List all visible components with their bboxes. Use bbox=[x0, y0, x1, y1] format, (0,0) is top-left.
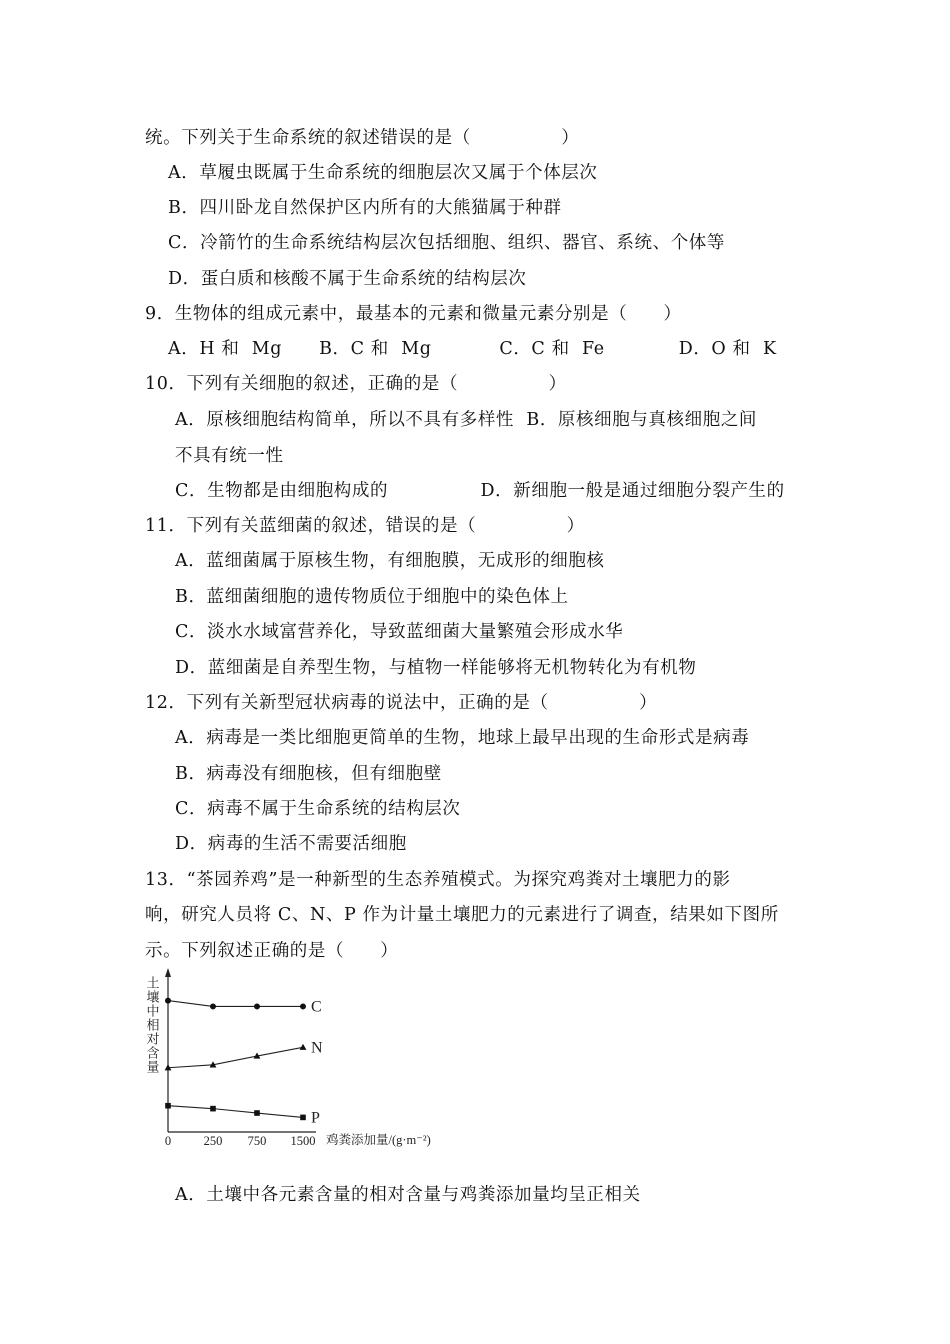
q12-option-b: B．病毒没有细胞核，但有细胞壁 bbox=[175, 764, 442, 784]
q12-option-c: C．病毒不属于生命系统的结构层次 bbox=[175, 799, 461, 819]
q13-option-a: A．土壤中各元素含量的相对含量与鸡粪添加量均呈正相关 bbox=[175, 1185, 641, 1205]
q8-option-b: B．四川卧龙自然保护区内所有的大熊猫属于种群 bbox=[168, 198, 562, 218]
data-point-p bbox=[165, 1103, 171, 1109]
x-tick-label: 0 bbox=[164, 1134, 172, 1148]
x-tick-label: 250 bbox=[203, 1134, 223, 1148]
q10-options-cd: C．生物都是由细胞构成的 D．新细胞一般是通过细胞分裂产生的 bbox=[175, 481, 785, 501]
x-axis-label: 鸡粪添加量/(g·m⁻²) bbox=[326, 1133, 431, 1147]
q13-stem-2: 响，研究人员将 C、N、P 作为计量土壤肥力的元素进行了调查，结果如下图所 bbox=[145, 905, 779, 925]
data-point-c bbox=[300, 1003, 306, 1009]
series-label-c: C bbox=[311, 998, 322, 1016]
q10-option-b-cont: 不具有统一性 bbox=[175, 446, 284, 466]
series-line-n bbox=[168, 1047, 303, 1067]
q13-stem-1: 13．“茶园养鸡”是一种新型的生态养殖模式。为探究鸡粪对土壤肥力的影 bbox=[145, 870, 731, 890]
data-point-c bbox=[165, 998, 171, 1004]
data-point-p bbox=[210, 1106, 216, 1112]
q11-option-c: C．淡水水域富营养化，导致蓝细菌大量繁殖会形成水华 bbox=[175, 622, 624, 642]
q10-stem: 10．下列有关细胞的叙述，正确的是（ ） bbox=[145, 374, 567, 394]
data-point-p bbox=[254, 1110, 260, 1116]
q8-option-c: C．冷箭竹的生命系统结构层次包括细胞、组织、器官、系统、个体等 bbox=[168, 233, 725, 253]
q11-option-a: A．蓝细菌属于原核生物，有细胞膜，无成形的细胞核 bbox=[175, 551, 605, 571]
q8-stem-tail: 统。下列关于生命系统的叙述错误的是（ ） bbox=[145, 128, 580, 148]
data-point-p bbox=[300, 1115, 306, 1121]
q11-stem: 11．下列有关蓝细菌的叙述，错误的是（ ） bbox=[145, 516, 585, 536]
x-tick-label: 750 bbox=[247, 1134, 267, 1148]
x-tick-label: 1500 bbox=[290, 1134, 316, 1148]
q8-option-d: D．蛋白质和核酸不属于生命系统的结构层次 bbox=[168, 269, 527, 289]
y-axis-arrow bbox=[165, 968, 171, 977]
q12-option-a: A．病毒是一类比细胞更简单的生物，地球上最早出现的生命形式是病毒 bbox=[175, 728, 750, 748]
q8-option-a: A．草履虫既属于生命系统的细胞层次又属于个体层次 bbox=[168, 163, 598, 183]
series-line-p bbox=[168, 1106, 303, 1118]
soil-element-chart bbox=[140, 968, 460, 1158]
q9-stem: 9．生物体的组成元素中，最基本的元素和微量元素分别是（ ） bbox=[145, 304, 682, 324]
q12-stem: 12．下列有关新型冠状病毒的说法中，正确的是（ ） bbox=[145, 693, 658, 713]
series-line-c bbox=[168, 1001, 303, 1007]
q12-option-d: D．病毒的生活不需要活细胞 bbox=[175, 834, 407, 854]
y-axis-label: 土壤中相对含量 bbox=[144, 976, 160, 1074]
q11-option-b: B．蓝细菌细胞的遗传物质位于细胞中的染色体上 bbox=[175, 587, 569, 607]
data-point-c bbox=[210, 1003, 216, 1009]
series-label-n: N bbox=[311, 1039, 323, 1057]
q13-stem-3: 示。下列叙述正确的是（ ） bbox=[145, 941, 399, 961]
data-point-c bbox=[254, 1003, 260, 1009]
q10-options-ab: A．原核细胞结构简单，所以不具有多样性 B．原核细胞与真核细胞之间 bbox=[175, 410, 758, 430]
series-label-p: P bbox=[311, 1109, 320, 1127]
q11-option-d: D．蓝细菌是自养型生物，与植物一样能够将无机物转化为有机物 bbox=[175, 658, 697, 678]
data-point-n bbox=[300, 1044, 307, 1050]
q9-options: A．H 和 Mg B．C 和 Mg C．C 和 Fe D．O 和 K bbox=[168, 339, 777, 359]
